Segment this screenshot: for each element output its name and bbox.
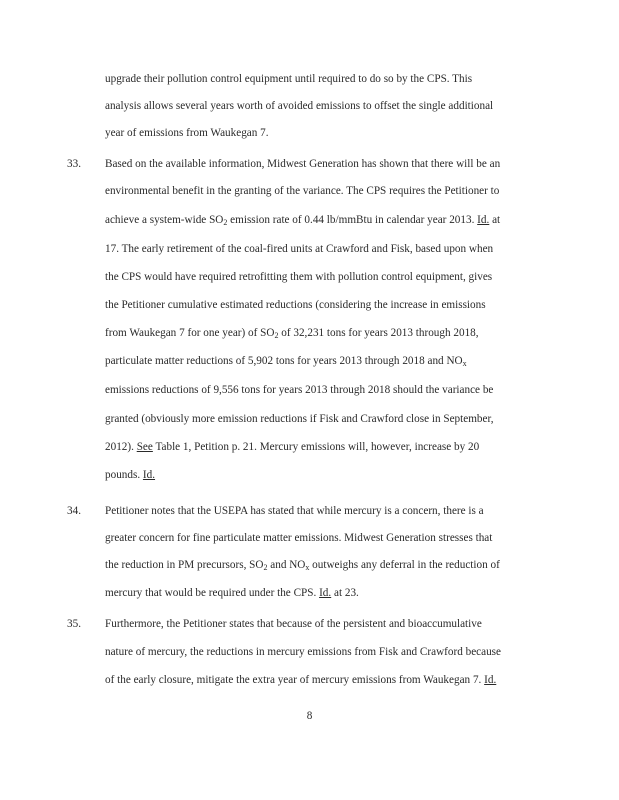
p33-line-2: environmental benefit in the granting of the variance. The CPS requires the Petitioner to	[105, 185, 500, 197]
page-number: 8	[306, 710, 313, 722]
paragraph-number-33: 33.	[67, 158, 81, 170]
citation-id: Id.	[484, 674, 497, 686]
p33-line-11: 2012). See Table 1, Petition p. 21. Mercury emissions will, however, increase by 20	[105, 441, 480, 453]
p35-line-1: Furthermore, the Petitioner states that because of the persistent and bioaccumulative	[105, 618, 482, 630]
p35-line-2: nature of mercury, the reductions in mercury emissions from Fisk and Crawford because	[105, 646, 502, 658]
p34-line-1: Petitioner notes that the USEPA has stated that while mercury is a concern, there is a	[105, 505, 484, 517]
p33-line-12: pounds. Id.	[105, 469, 156, 481]
p33-line-7: from Waukegan 7 for one year) of $SO_2$ of 32,231 tons for years 2013 through 2018,	[105, 327, 479, 340]
p33-line-5: the CPS would have required retrofitting them with pollution control equipment, gives	[105, 271, 493, 283]
p34-line-4: mercury that would be required under the CPS. Id. at 23.	[105, 587, 359, 599]
paragraph-number-34: 34.	[67, 505, 81, 517]
citation-id: Id.	[319, 587, 332, 599]
paragraph-number-35: 35.	[67, 618, 81, 630]
p35-line-3: of the early closure, mitigate the extra year of mercury emissions from Waukegan 7. Id.	[105, 674, 497, 686]
citation-id: Id.	[477, 214, 490, 226]
p33-line-1: Based on the available information, Midwest Generation has shown that there will be an	[105, 158, 501, 170]
carryover-line-2: analysis allows several years worth of avoided emissions to offset the single additional	[105, 100, 494, 112]
citation-see: See	[136, 441, 153, 453]
citation-id: Id.	[142, 469, 156, 481]
p33-line-3: achieve a system-wide $SO_2$ emission rate of 0.44 lb/mmBtu in calendar year 2013. Id. at	[105, 214, 501, 227]
p33-line-4: 17. The early retirement of the coal-fired units at Crawford and Fisk, based upon when	[105, 243, 494, 255]
p34-line-3: the reduction in PM precursors, $SO_2$ and $NO_x$ outweighs any deferral in the reduction of	[105, 559, 500, 572]
p34-line-2: greater concern for fine particulate matter emissions. Midwest Generation stresses that	[105, 532, 493, 544]
carryover-line-3: year of emissions from Waukegan 7.	[105, 127, 269, 139]
p33-line-8: particulate matter reductions of 5,902 tons for years 2013 through 2018 and $NO_x$	[105, 355, 467, 368]
p33-line-9: emissions reductions of 9,556 tons for years 2013 through 2018 should the variance be	[105, 384, 494, 396]
p33-line-6: the Petitioner cumulative estimated reductions (considering the increase in emissions	[105, 299, 486, 311]
carryover-line-1: upgrade their pollution control equipment until required to do so by the CPS. This	[105, 73, 473, 85]
p33-line-10: granted (obviously more emission reductions if Fisk and Crawford close in September,	[105, 413, 494, 425]
